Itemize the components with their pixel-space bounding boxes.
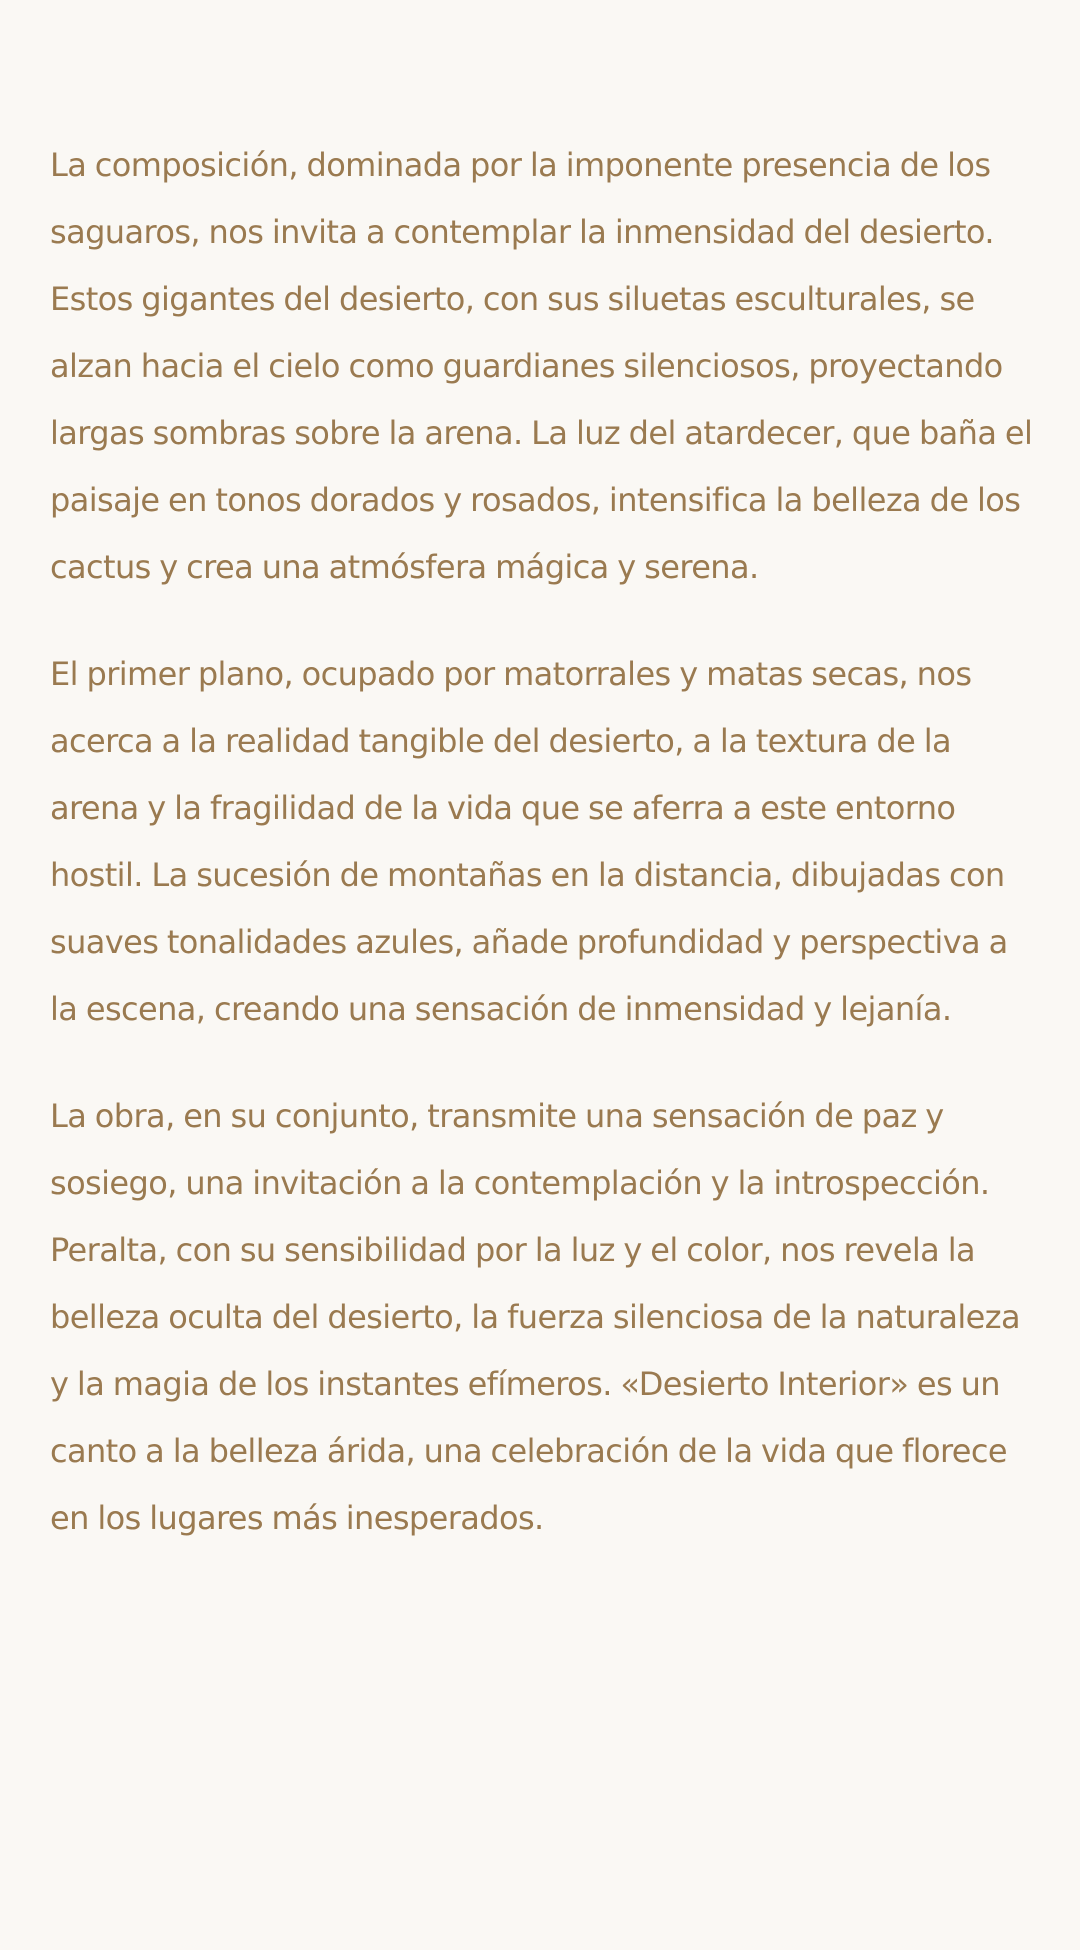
paragraph-foreground: El primer plano, ocupado por matorrales y matas secas, nos acerca a la realidad tangible del desierto, a la textura de la arena y la fragilidad de la vida que se aferra a este entorno hostil. La sucesión de montañas en la distancia, dibujadas con suaves tonalidades azules, añade profundidad y perspectiva a la escena, creando una sensación de inmensidad y lejanía. <box>50 655 1008 1028</box>
paragraph-conclusion: La obra, en su conjunto, transmite una sensación de paz y sosiego, una invitación a la contemplación y la introspección. Peralta, con su sensibilidad por la luz y el color, nos revela la belleza oculta del desierto, la fuerza silenciosa de la naturaleza y la magia de los instantes efímeros. «Desierto Interior» es un canto a la belleza árida, una celebración de la vida que florece en los lugares más inesperados. <box>50 1097 1020 1537</box>
article-body <box>50 132 1035 1592</box>
paragraph-composition: La composición, dominada por la imponente presencia de los saguaros, nos invita a contemplar la inmensidad del desierto. Estos gigantes del desierto, con sus siluetas esculturales, se alzan hacia el cielo como guardianes silenciosos, proyectando largas sombras sobre la arena. La luz del atardecer, que baña el paisaje en tonos dorados y rosados, intensifica la belleza de los cactus y crea una atmósfera mágica y serena. <box>50 146 1033 586</box>
